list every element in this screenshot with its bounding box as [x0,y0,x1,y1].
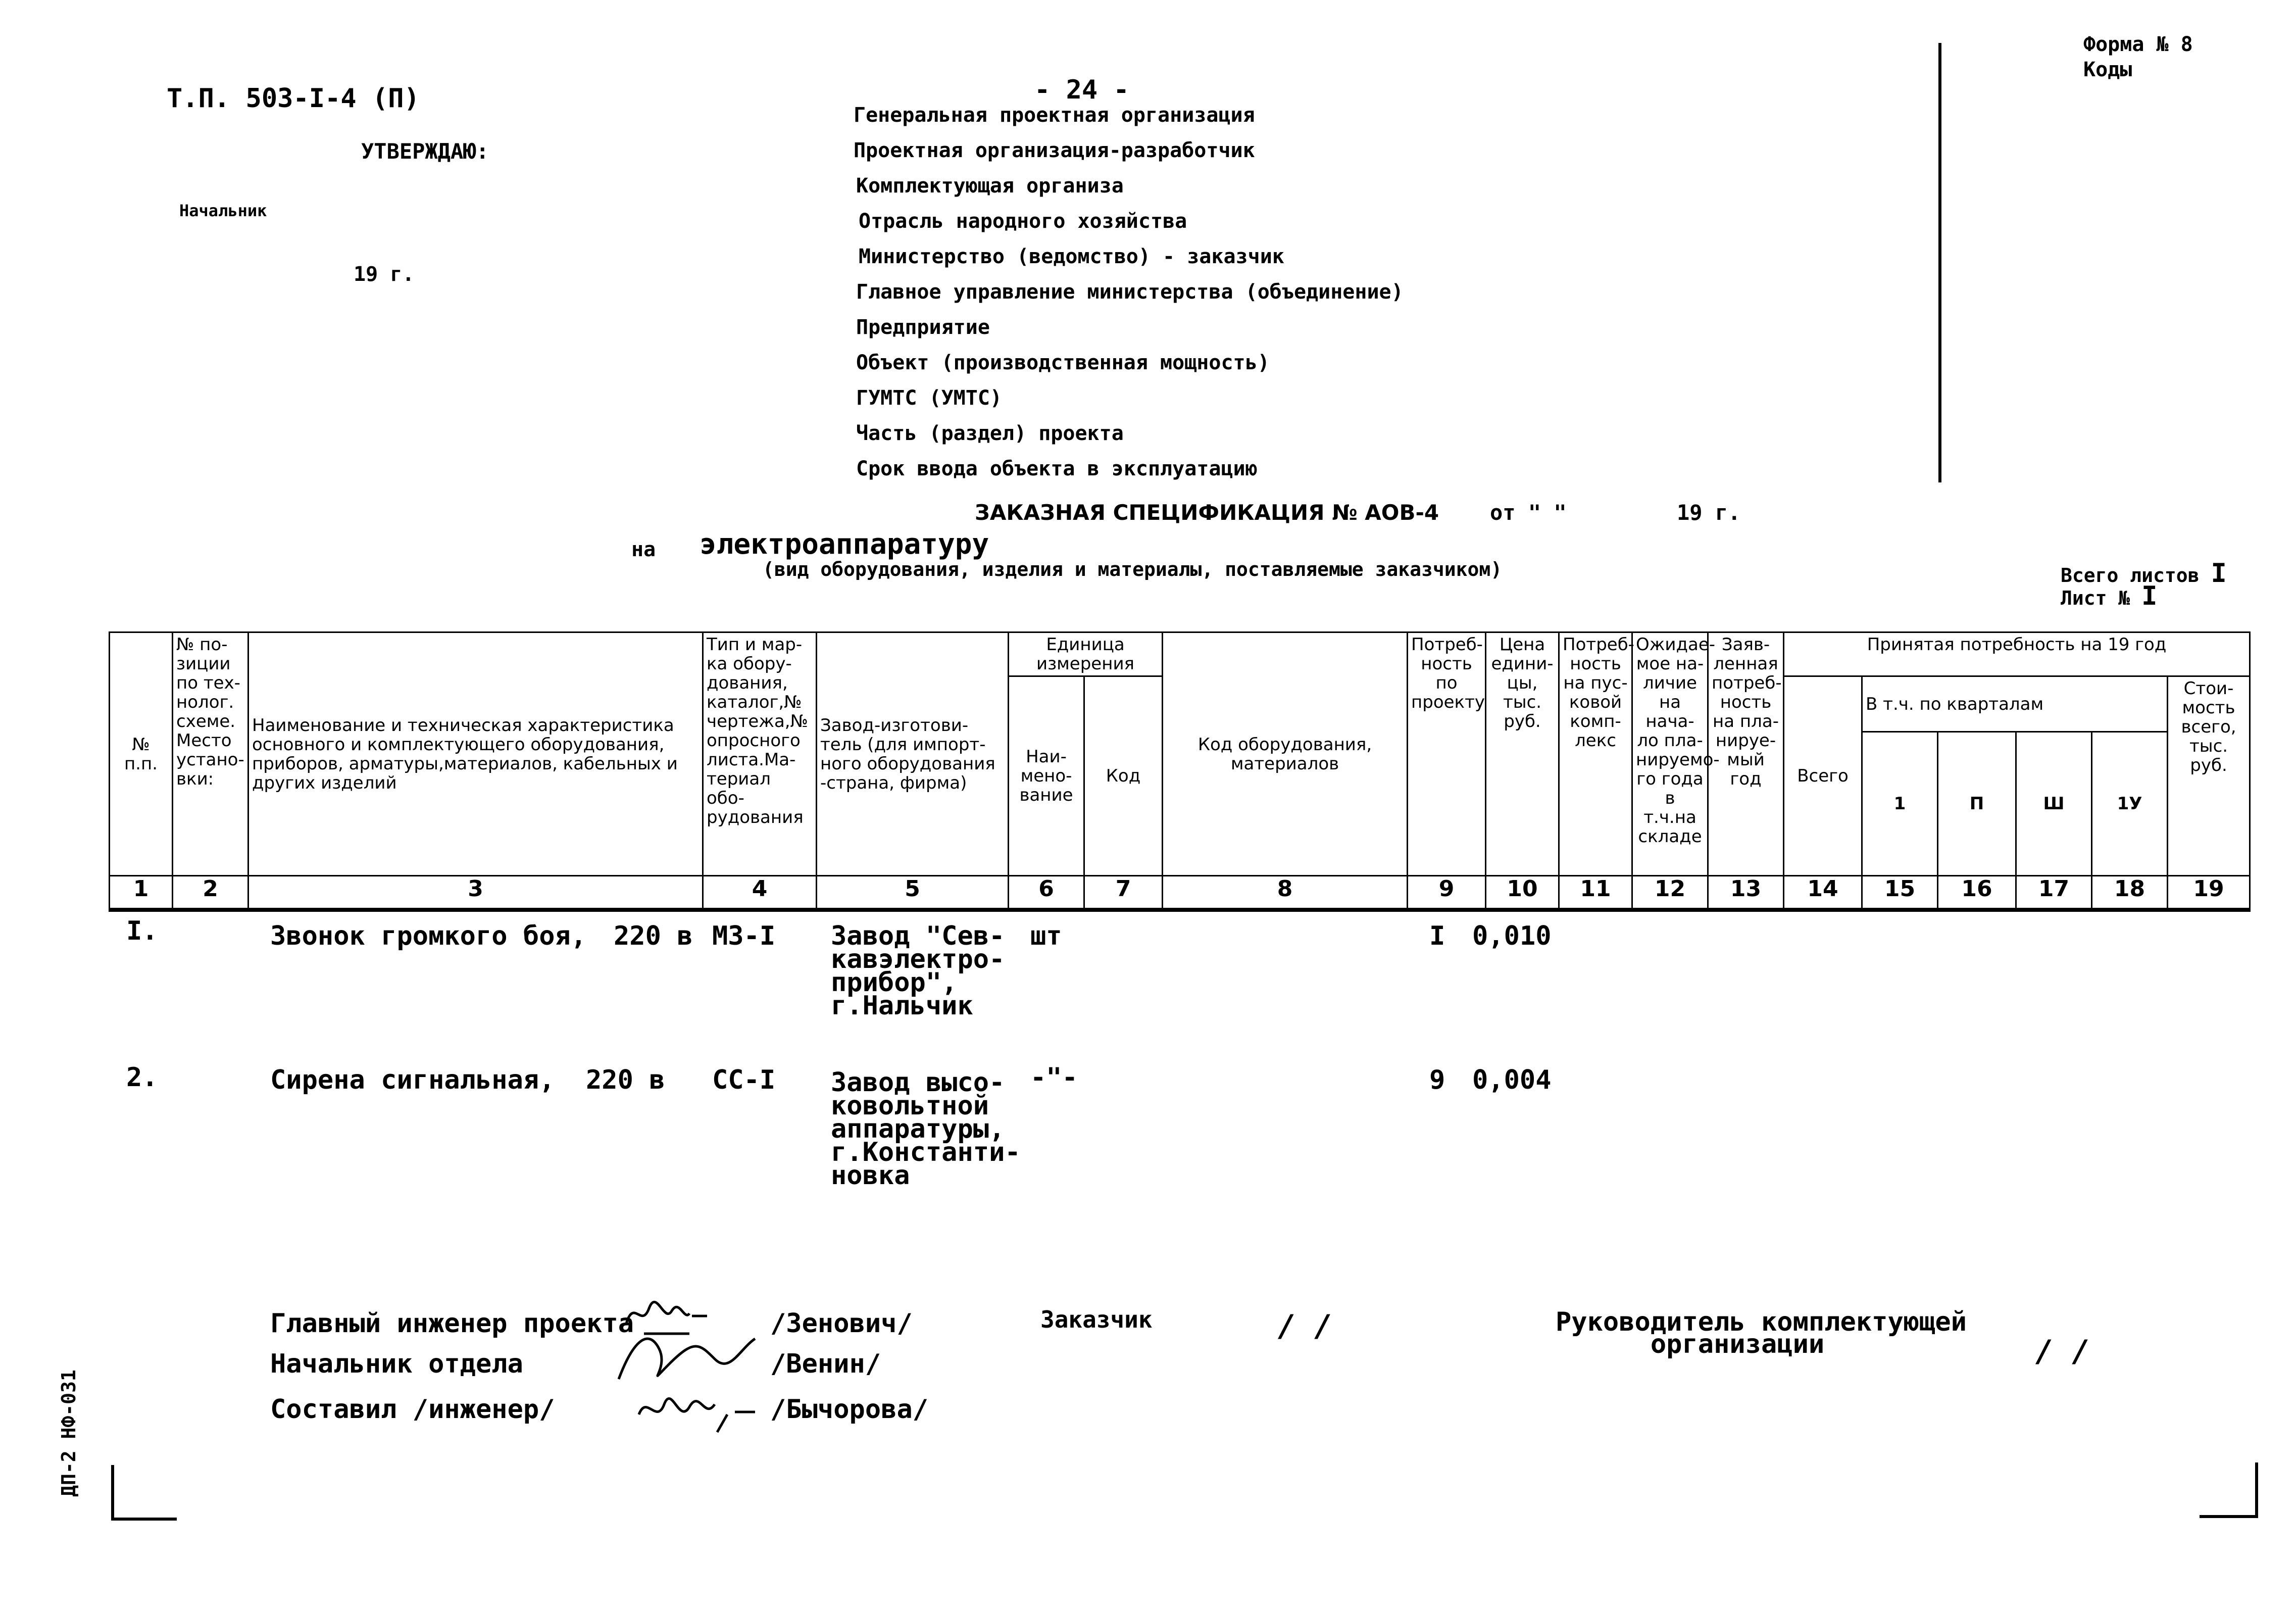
org-line: Генеральная проектная организация [854,104,1255,127]
spec-year: 19 г. [1677,500,1741,525]
corner-mark-right-vertical [2255,1462,2258,1518]
row-number: 2. [126,1062,158,1093]
row-number: I. [126,916,158,946]
kit-head-label: Руководитель комплектующей организации [1556,1307,1967,1359]
specification-table [109,631,2251,912]
col-header-type-text: Тип и мар- ка обору- дования, каталог,№ чертежа,№ опросного листа.Ма- териал обо- рудования [707,634,808,827]
col-header-maker [817,632,1009,876]
row-price: 0,010 [1472,921,1552,951]
col-header-price-text: Цена едини- цы, тыс. руб. [1491,634,1554,731]
row-quantity: 9 [1429,1065,1445,1095]
corner-mark-left-vertical [111,1465,114,1521]
spec-subject-note: (вид оборудования, изделия и материалы, поставляемые заказчиком) [763,558,1503,580]
dept-head-label: Начальник отдела [270,1349,523,1379]
col-header-q4-text: 1У [2117,794,2142,814]
org-line: ГУМТС (УМТС) [856,386,1002,410]
column-number: 11 [1559,876,1632,910]
col-header-need-text: Потреб- ность по проекту [1411,634,1485,712]
na-label: на [631,538,656,561]
spec-from: от " " [1490,500,1567,525]
column-number: 15 [1862,876,1938,910]
col-header-q1 [1862,732,1938,876]
col-header-start-need [1559,632,1632,876]
chief-label: Начальник [179,201,267,220]
column-number: 17 [2016,876,2092,910]
col-header-unit-group-text: Единица измерения [1036,634,1135,674]
org-line: Комплектующая организа [856,174,1124,198]
org-line: Главное управление министерства (объединение) [856,280,1404,304]
row-maker: Завод "Сев- кавэлектро- прибор", г.Нальчик [831,921,1005,1021]
column-number: 7 [1084,876,1163,910]
column-number: 4 [703,876,817,910]
row-type: МЗ-I [712,921,776,951]
col-header-declared-text: Заяв- ленная потреб- ность на пла- нируе- мый год [1712,634,1782,789]
col-header-position-text: № по- зиции по тех- нолог. схеме. Место устано- вки: [176,634,244,789]
row-unit: -"- [1030,1062,1078,1093]
col-header-q2 [1938,732,2016,876]
col-header-name-text: Наименование и техническая характеристика основного и комплектующего оборудования, приборов, арматуры,материалов, кабельных и других изделий [252,715,678,793]
col-header-expected [1632,632,1720,876]
column-numbers-row [110,876,2250,910]
approve-label: УТВЕРЖДАЮ: [361,139,489,164]
row-unit: шт [1030,921,1062,951]
row-item-name: Сирена сигнальная, [270,1065,555,1095]
corner-mark-left-horizontal [111,1518,177,1521]
col-header-q2-text: П [1969,794,1984,814]
col-header-expected-text: Ожидае- мое на- личие на нача- ло пла- нируемо- го года в т.ч.на складе [1636,634,1720,847]
row-price: 0,004 [1472,1065,1552,1095]
org-line: Отрасль народного хозяйства [859,210,1187,233]
document-code: Т.П. 503-I-4 (П) [167,83,420,114]
corner-mark-right-horizontal [2200,1515,2258,1518]
col-header-q3 [2016,732,2092,876]
col-header-position [173,632,248,876]
column-number: 10 [1486,876,1559,910]
col-header-number [110,632,173,876]
col-header-start-need-text: Потреб- ность на пус- ковой комп- лекс [1563,634,1634,751]
column-number: 13 [1708,876,1784,910]
codes-label: Коды [2083,58,2132,81]
column-number: 18 [2092,876,2168,910]
column-number: 19 [2168,876,2250,910]
compiler-signature [634,1384,785,1445]
form-number: Форма № 8 [2083,33,2193,56]
col-header-accepted [1784,632,2250,676]
customer-label: Заказчик [1040,1306,1153,1333]
column-number: 1 [110,876,173,910]
column-number: 6 [1009,876,1084,910]
column-number: 5 [817,876,1009,910]
approve-year: 19 г. [354,263,415,286]
org-line: Часть (раздел) проекта [856,422,1124,445]
column-number: 8 [1163,876,1408,910]
customer-slashes: / / [1278,1308,1333,1344]
col-header-q1-text: 1 [1893,794,1906,814]
chief-engineer-label: Главный инженер проекта [270,1308,634,1339]
row-maker: Завод высо- ковольтной аппаратуры, г.Константи- новка [831,1067,1021,1191]
chief-engineer-name: /Зенович/ [770,1308,913,1339]
row-voltage: 220 в [586,1065,665,1095]
dept-head-name: /Венин/ [770,1349,881,1379]
row-item-name: Звонок громкого боя, [270,921,587,951]
col-header-unit-name-text: Наи- мено- вание [1019,747,1073,805]
side-code: ДП-2 НФ-031 [57,1370,80,1497]
col-header-quarters [1862,676,2168,732]
col-header-total-text: Всего [1797,766,1849,786]
kit-head-slashes: / / [2035,1334,2090,1369]
compiler-name: /Бычорова/ [770,1394,929,1425]
row-voltage: 220 в [614,921,693,951]
col-header-unit-code [1084,676,1163,876]
column-number: 12 [1632,876,1708,910]
col-header-name [248,632,703,876]
org-line: Объект (производственная мощность) [856,351,1270,374]
col-header-cost [2168,676,2250,876]
page-number: - 24 - [1034,75,1129,105]
col-header-price [1486,632,1559,876]
org-line: Проектная организация-разработчик [854,139,1255,162]
col-header-maker-text: Завод-изготови- тель (для импорт- ного оборудования -страна, фирма) [820,715,995,793]
col-header-q3-text: Ш [2043,794,2065,814]
sheet-label: Лист № [2061,587,2130,609]
column-number: 9 [1408,876,1486,910]
spec-title: ЗАКАЗНАЯ СПЕЦИФИКАЦИЯ № АОВ-4 [975,500,1439,525]
col-header-unit-code-text: Код [1106,766,1141,786]
column-number: 14 [1784,876,1862,910]
org-line: Предприятие [856,316,990,339]
col-header-number-text: № п.п. [124,734,158,774]
total-sheets-label: Всего листов [2061,564,2200,587]
col-header-accepted-text: Принятая потребность на 19 год [1867,634,2167,655]
spec-subject: электроаппаратуру [700,528,989,561]
org-line: Министерство (ведомство) - заказчик [859,245,1284,268]
total-sheets-value: I [2211,558,2227,589]
sheet-number [2061,581,2157,611]
row-type: СС-I [712,1065,776,1095]
col-header-total [1784,676,1862,876]
column-number: 3 [248,876,703,910]
compiler-label: Составил /инженер/ [270,1394,555,1425]
column-number: 2 [173,876,248,910]
dept-head-signature [614,1319,760,1394]
org-line: Срок ввода объекта в эксплуатацию [856,457,1258,480]
col-header-cost-text: Стои- мость всего, тыс. руб. [2181,678,2236,775]
row-quantity: I [1429,921,1445,951]
col-header-quarters-text: В т.ч. по кварталам [1866,694,2044,714]
col-header-unit-group [1009,632,1163,676]
column-number: 16 [1938,876,2016,910]
col-header-q4 [2092,732,2168,876]
col-header-need [1408,632,1486,876]
header-divider [1938,43,1941,482]
sheet-value: I [2141,581,2158,611]
col-header-type [703,632,817,876]
col-header-unit-name [1009,676,1084,876]
col-header-code-text: Код оборудования, материалов [1197,734,1372,774]
col-header-code [1163,632,1408,876]
